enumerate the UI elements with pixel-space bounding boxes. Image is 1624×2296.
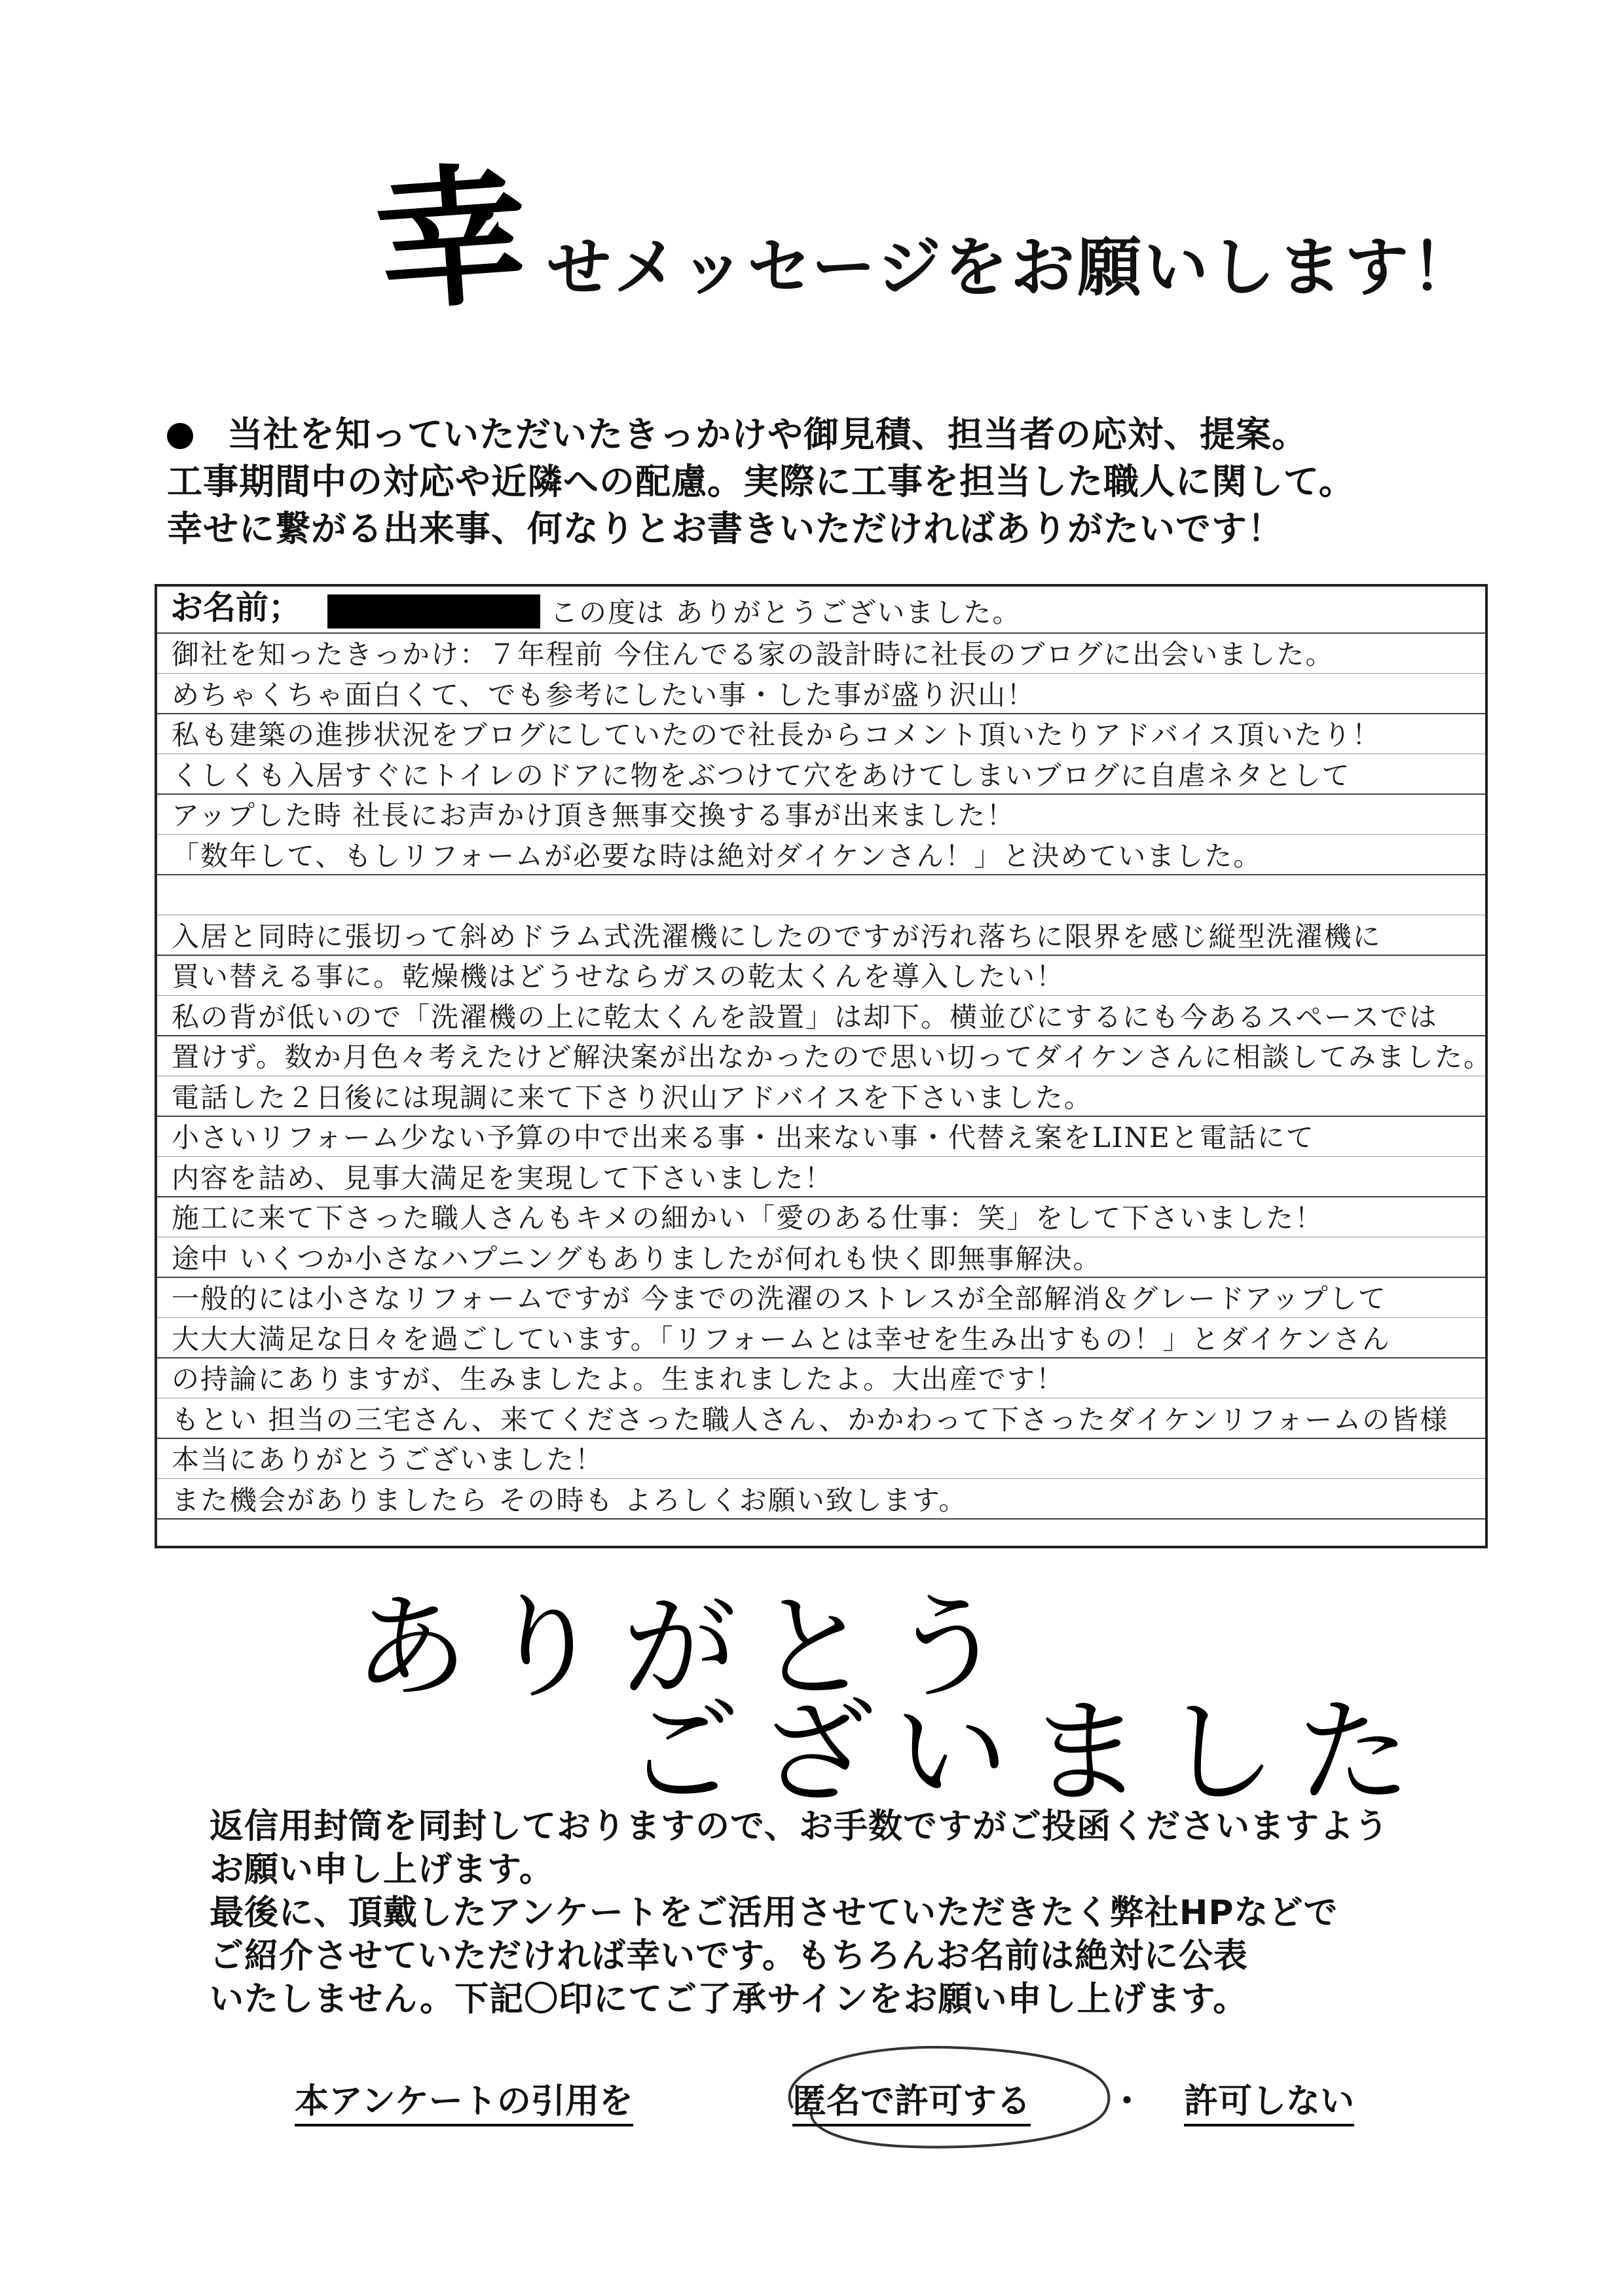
ruled-line xyxy=(157,713,1485,714)
ruled-line xyxy=(157,1317,1485,1318)
handwritten-line: くしくも入居すぐにトイレのドアに物をぶつけて穴をあけてしまいブログに自虐ネタとして xyxy=(172,759,1351,792)
handwritten-line: 本当にありがとうございました！ xyxy=(172,1444,604,1476)
handwritten-line: アップした時 社長にお声かけ頂き無事交換する事が出来ました！ xyxy=(172,799,1016,831)
handwritten-line: この度は ありがとうございました。 xyxy=(550,596,1022,629)
title-big-character: 幸 xyxy=(370,145,534,333)
ruled-line xyxy=(157,673,1485,674)
handwritten-line: の持論にありますが、生みましたよ。生まれましたよ。大出産です！ xyxy=(172,1363,1065,1395)
handwritten-line: 置けず。数か月色々考えたけど解決案が出なかったので思い切ってダイケンさんに相談してみました。 xyxy=(172,1041,1492,1073)
handwritten-line: 電話した２日後には現調に来て下さり沢山アドバイスを下さいました。 xyxy=(172,1082,1093,1114)
ruled-line xyxy=(157,1196,1485,1197)
ruled-line xyxy=(157,1277,1485,1278)
handwritten-line: 施工に来て下さった職人さんもキメの細かい「愛のある仕事：笑」をして下さいました！ xyxy=(172,1202,1324,1234)
handwritten-line: 入居と同時に張切って斜めドラム式洗濯機にしたのですが汚れ落ちに限界を感じ縦型洗濯機に xyxy=(172,920,1382,953)
ruled-line xyxy=(157,1438,1485,1439)
ruled-line xyxy=(157,955,1485,956)
page-title: せメッセージをお願いします！ xyxy=(547,230,1479,305)
closing-line: お願い申し上げます。 xyxy=(210,1850,554,1889)
divider xyxy=(157,632,1485,634)
thanks-line-2: ございました xyxy=(625,1686,1431,1819)
ruled-line xyxy=(157,1478,1485,1479)
handwritten-line: 一般的には小さなリフォームですが 今までの洗濯のストレスが全部解消＆グレードアップして xyxy=(172,1283,1387,1315)
closing-paragraph xyxy=(210,1805,1389,2021)
consent-option-deny[interactable]: 許可しない xyxy=(1184,2081,1354,2126)
ruled-line xyxy=(157,1116,1485,1117)
name-label: お名前； xyxy=(170,589,301,627)
handwritten-line: 「数年して、もしリフォームが必要な時は絶対ダイケンさん！」と決めていました。 xyxy=(172,840,1263,872)
closing-line: 返信用封筒を同封しておりますので、お手数ですがご投函くださいますよう xyxy=(210,1807,1389,1846)
handwritten-line: めちゃくちゃ面白くて、でも参考にしたい事・した事が盛り沢山！ xyxy=(172,679,1036,711)
ruled-line xyxy=(157,995,1485,996)
consent-label: 本アンケートの引用を xyxy=(295,2081,633,2126)
ruled-line xyxy=(157,1518,1485,1520)
handwritten-line: 私も建築の進捗状況をブログにしていたので社長からコメント頂いたりアドバイス頂いたり！ xyxy=(172,719,1381,751)
handwritten-line: 内容を詰め、見事大満足を実現して下さいました！ xyxy=(172,1162,834,1194)
ruled-line xyxy=(157,1035,1485,1036)
intro-line: 工事期間中の対応や近隣への配慮。実際に工事を担当した職人に関して。 xyxy=(167,461,1355,502)
handwritten-line: 御社を知ったきっかけ：７年程前 今住んでる家の設計時に社長のブログに出会いました。 xyxy=(172,638,1335,670)
handwritten-line: 買い替える事に。乾燥機はどうせならガスの乾太くんを導入したい！ xyxy=(172,960,1065,993)
ruled-line xyxy=(157,834,1485,835)
handwritten-line: また機会がありましたら その時も よろしくお願い致します。 xyxy=(172,1484,968,1516)
bullet-icon xyxy=(167,423,193,449)
message-box xyxy=(155,584,1492,1548)
intro-line: 幸せに繋がる出来事、何なりとお書きいただければありがたいです！ xyxy=(167,508,1283,549)
intro-instructions xyxy=(167,411,1477,553)
ruled-line xyxy=(157,1156,1485,1157)
closing-line: ご紹介させていただければ幸いです。もちろんお名前は絶対に公表 xyxy=(210,1937,1248,1976)
ruled-line xyxy=(157,1357,1485,1358)
handwritten-line: 私の背が低いので「洗濯機の上に乾太くんを設置」は却下。横並びにするにも今あるスペースでは xyxy=(172,1001,1438,1033)
handwritten-line: 小さいリフォーム少ない予算の中で出来る事・出来ない事・代替え案をLINEと電話にて xyxy=(172,1121,1315,1154)
redacted-name xyxy=(327,594,540,629)
closing-line: いたしません。下記〇印にてご了承サインをお願い申し上げます。 xyxy=(210,1980,1248,2019)
handwritten-line: 途中 いくつか小さなハプニングもありましたが何れも快く即無事解決。 xyxy=(172,1243,1102,1275)
intro-line: 当社を知っていただいたきっかけや御見積、担当者の応対、提案。 xyxy=(167,411,1477,458)
consent-option-anonymous[interactable]: 匿名で許可する xyxy=(792,2081,1031,2126)
handwritten-line: 大大大満足な日々を過ごしています。「リフォームとは幸せを生み出すもの！」とダイケンさん xyxy=(172,1323,1391,1355)
ruled-line xyxy=(157,874,1485,875)
ruled-line xyxy=(157,793,1485,795)
closing-line: 最後に、頂戴したアンケートをご活用させていただきたく弊社HPなどで xyxy=(210,1893,1338,1933)
handwritten-line: もとい 担当の三宅さん、来てくださった職人さん、かかわって下さったダイケンリフォームの皆様 xyxy=(172,1404,1449,1436)
consent-separator: ・ xyxy=(1110,2082,1145,2121)
thanks-line-1: ありがとう xyxy=(354,1582,1025,1715)
